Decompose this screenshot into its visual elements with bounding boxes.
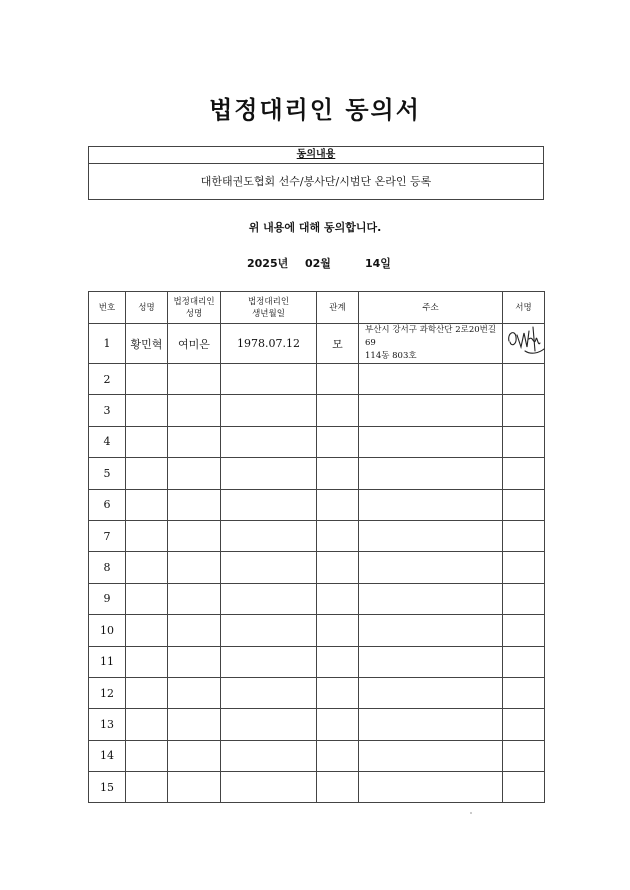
cell-name (126, 489, 168, 520)
cell-guardian-name (168, 677, 221, 708)
cell-no: 15 (89, 772, 126, 803)
scan-speck (470, 812, 472, 814)
table-row (89, 615, 545, 646)
cell-relation (317, 426, 359, 457)
table-row (89, 740, 545, 771)
cell-relation (317, 740, 359, 771)
cell-address (359, 615, 503, 646)
cell-name (126, 646, 168, 677)
cell-no: 14 (89, 740, 126, 771)
cell-address (359, 583, 503, 614)
cell-address (359, 324, 503, 364)
header-address: 주소 (359, 292, 503, 324)
table-row (89, 552, 545, 583)
table-row (89, 395, 545, 426)
cell-address (359, 740, 503, 771)
cell-address (359, 489, 503, 520)
cell-address (359, 646, 503, 677)
cell-guardian-birth (221, 426, 317, 457)
cell-name (126, 395, 168, 426)
cell-guardian-name (168, 646, 221, 677)
cell-signature (503, 552, 545, 583)
cell-no: 2 (89, 364, 126, 395)
cell-no: 7 (89, 520, 126, 551)
cell-guardian-name (168, 395, 221, 426)
table-row (89, 364, 545, 395)
header-signature: 서명 (503, 292, 545, 324)
cell-guardian-birth (221, 615, 317, 646)
table-row (89, 520, 545, 551)
cell-relation (317, 489, 359, 520)
header-guardian-name-line1: 법정대리인 (173, 296, 215, 307)
consent-box (88, 146, 544, 200)
cell-signature (503, 489, 545, 520)
cell-signature (503, 615, 545, 646)
date-month: 02월 (305, 257, 331, 270)
cell-guardian-birth (221, 552, 317, 583)
cell-relation (317, 709, 359, 740)
cell-relation (317, 583, 359, 614)
address-line1: 부산시 강서구 과학산단 2로20번길 69 (365, 325, 497, 348)
cell-no: 6 (89, 489, 126, 520)
cell-guardian-birth (221, 458, 317, 489)
table-row (89, 583, 545, 614)
cell-signature (503, 324, 545, 364)
cell-address (359, 395, 503, 426)
cell-guardian-name (168, 740, 221, 771)
cell-relation (317, 364, 359, 395)
cell-name (126, 709, 168, 740)
cell-name (126, 772, 168, 803)
handwritten-signature (503, 321, 547, 361)
cell-guardian-birth (221, 489, 317, 520)
table-row (89, 709, 545, 740)
cell-guardian-name (168, 458, 221, 489)
cell-address (359, 677, 503, 708)
header-guardian-birth (221, 292, 317, 324)
cell-guardian-name (168, 772, 221, 803)
cell-address (359, 709, 503, 740)
cell-no: 4 (89, 426, 126, 457)
page-title: 법정대리인 동의서 (209, 96, 421, 124)
cell-guardian-birth (221, 740, 317, 771)
date-year: 2025년 (247, 257, 289, 270)
address-line2: 114동 803호 (365, 351, 417, 361)
cell-address (359, 552, 503, 583)
cell-no: 10 (89, 615, 126, 646)
cell-relation (317, 458, 359, 489)
cell-name (126, 677, 168, 708)
cell-guardian-name (168, 364, 221, 395)
date-day: 14일 (365, 257, 391, 270)
table-row (89, 646, 545, 677)
cell-name (126, 615, 168, 646)
cell-name (126, 583, 168, 614)
cell-no: 8 (89, 552, 126, 583)
cell-guardian-name (168, 552, 221, 583)
cell-relation (317, 520, 359, 551)
consent-header (89, 147, 543, 164)
cell-no: 3 (89, 395, 126, 426)
cell-no: 1 (89, 324, 126, 364)
cell-relation (317, 395, 359, 426)
agree-statement: 위 내용에 대해 동의합니다. (248, 221, 382, 234)
header-name: 성명 (126, 292, 168, 324)
cell-relation (317, 772, 359, 803)
cell-signature (503, 520, 545, 551)
cell-address (359, 458, 503, 489)
cell-guardian-birth (221, 709, 317, 740)
cell-no: 5 (89, 458, 126, 489)
cell-signature (503, 426, 545, 457)
header-guardian-birth-line2: 생년월일 (252, 308, 285, 319)
cell-guardian-name: 여미은 (168, 324, 221, 364)
cell-name (126, 740, 168, 771)
cell-signature (503, 583, 545, 614)
cell-relation (317, 615, 359, 646)
cell-no: 13 (89, 709, 126, 740)
cell-name (126, 364, 168, 395)
cell-guardian-name (168, 426, 221, 457)
cell-guardian-birth (221, 583, 317, 614)
cell-signature (503, 395, 545, 426)
cell-name (126, 520, 168, 551)
cell-name (126, 458, 168, 489)
table-row (89, 458, 545, 489)
cell-guardian-birth: 1978.07.12 (221, 324, 317, 364)
table-body (89, 324, 545, 803)
cell-signature (503, 458, 545, 489)
cell-address (359, 364, 503, 395)
cell-signature (503, 646, 545, 677)
cell-guardian-birth (221, 772, 317, 803)
consent-content: 대한태권도협회 선수/봉사단/시범단 온라인 등록 (200, 175, 432, 188)
header-guardian-name (168, 292, 221, 324)
cell-name: 황민혁 (126, 324, 168, 364)
table-header-row (89, 292, 545, 324)
header-relation: 관계 (317, 292, 359, 324)
cell-relation (317, 677, 359, 708)
guardian-table (88, 291, 545, 803)
cell-no: 9 (89, 583, 126, 614)
cell-address (359, 520, 503, 551)
cell-guardian-birth (221, 395, 317, 426)
consent-header-label: 동의내용 (296, 149, 336, 160)
cell-signature (503, 364, 545, 395)
header-guardian-name-line2: 성명 (185, 308, 203, 319)
table-row (89, 489, 545, 520)
cell-guardian-name (168, 583, 221, 614)
header-no: 번호 (89, 292, 126, 324)
cell-guardian-name (168, 520, 221, 551)
cell-name (126, 552, 168, 583)
cell-signature (503, 740, 545, 771)
cell-guardian-birth (221, 677, 317, 708)
table-row (89, 324, 545, 364)
cell-no: 11 (89, 646, 126, 677)
cell-guardian-birth (221, 364, 317, 395)
cell-relation (317, 646, 359, 677)
cell-relation: 모 (317, 324, 359, 364)
cell-signature (503, 772, 545, 803)
table-row (89, 772, 545, 803)
cell-guardian-birth (221, 646, 317, 677)
cell-signature (503, 709, 545, 740)
cell-address (359, 426, 503, 457)
cell-signature (503, 677, 545, 708)
cell-guardian-name (168, 709, 221, 740)
cell-relation (317, 552, 359, 583)
cell-name (126, 426, 168, 457)
header-guardian-birth-line1: 법정대리인 (247, 296, 290, 307)
cell-guardian-birth (221, 520, 317, 551)
table-row (89, 426, 545, 457)
cell-guardian-name (168, 615, 221, 646)
cell-address (359, 772, 503, 803)
cell-no: 12 (89, 677, 126, 708)
table-row (89, 677, 545, 708)
cell-guardian-name (168, 489, 221, 520)
